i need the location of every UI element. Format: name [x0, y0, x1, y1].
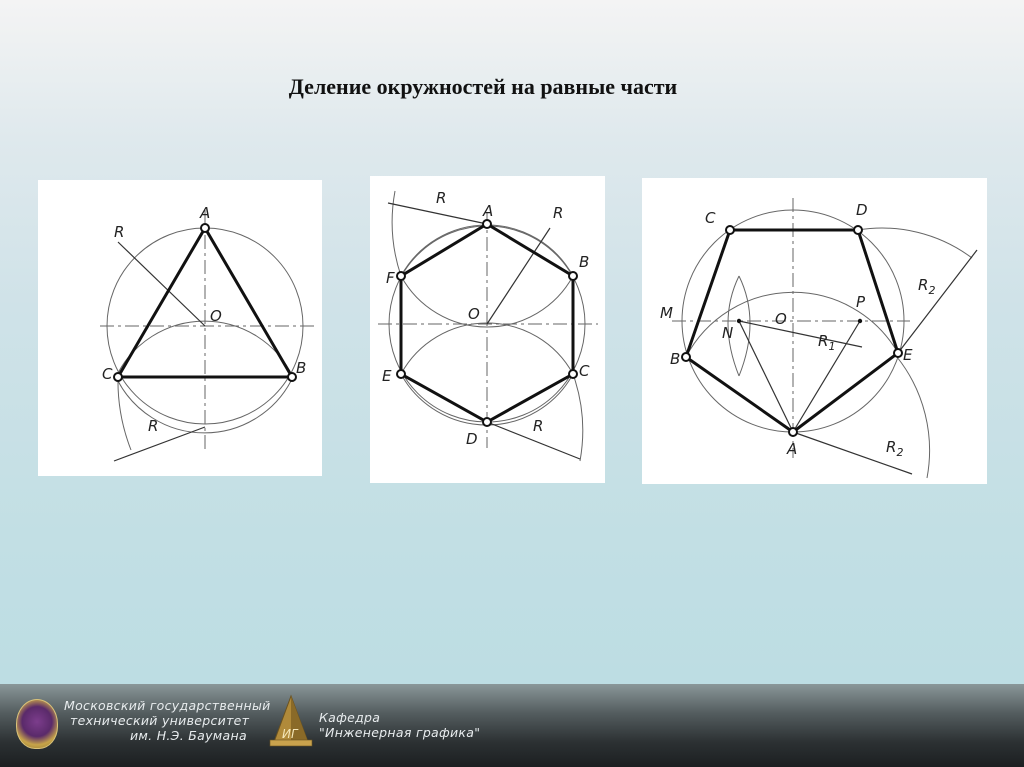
- center-label-O: O: [210, 307, 222, 325]
- department-logo-icon: [268, 690, 314, 750]
- point-label-C: C: [102, 365, 113, 383]
- slide-footer: [0, 684, 1024, 767]
- point-label-E: E: [382, 367, 392, 385]
- radius-label-top: R: [114, 223, 125, 241]
- point-label-P: P: [856, 293, 866, 311]
- point-label-C: C: [579, 362, 590, 380]
- university-name-line3: им. Н.Э. Баумана: [130, 728, 247, 743]
- radius-label-right: R: [553, 204, 564, 222]
- university-name-line2: технический университет: [70, 713, 250, 728]
- department-name-line2: "Инженерная графика": [319, 725, 481, 740]
- point-label-D: D: [466, 430, 478, 448]
- center-label-O: O: [775, 310, 787, 328]
- university-name-line1: Московский государственный: [64, 698, 271, 713]
- pentagon-construction-drawing: [642, 178, 987, 484]
- point-label-B: B: [296, 359, 307, 377]
- hexagon-construction-drawing: [370, 176, 605, 483]
- triangle-figure-panel: [38, 180, 322, 476]
- point-label-A: A: [483, 202, 494, 220]
- point-label-B: B: [670, 350, 681, 368]
- svg-text:ИГ: ИГ: [282, 727, 298, 741]
- department-name-line1: Кафедра: [319, 710, 381, 725]
- point-label-C: C: [705, 209, 716, 227]
- point-label-E: E: [903, 346, 913, 364]
- radius-label-R2-top: $R_2$: [918, 276, 936, 297]
- radius-label-bottom: R: [148, 417, 159, 435]
- point-label-D: D: [856, 201, 868, 219]
- pentagon-figure-panel: [642, 178, 987, 484]
- hexagon-figure-panel: [370, 176, 605, 483]
- radius-label-left: R: [436, 189, 447, 207]
- point-label-N: N: [722, 324, 734, 342]
- slide-title: Деление окружностей на равные части: [288, 74, 678, 99]
- point-label-F: F: [386, 269, 395, 287]
- point-label-M: M: [660, 304, 673, 322]
- radius-label-R2-bottom: $R_2$: [886, 438, 904, 459]
- center-label-O: O: [468, 305, 480, 323]
- point-label-A: A: [200, 204, 211, 222]
- radius-label-bottom: R: [533, 417, 544, 435]
- department-name: [319, 710, 480, 740]
- point-label-B: B: [579, 253, 590, 271]
- university-emblem-icon: [16, 699, 58, 749]
- radius-label-R1: $R_1$: [818, 332, 836, 353]
- university-name: [64, 698, 271, 743]
- triangle-construction-drawing: [38, 180, 322, 476]
- point-label-A: A: [787, 440, 798, 458]
